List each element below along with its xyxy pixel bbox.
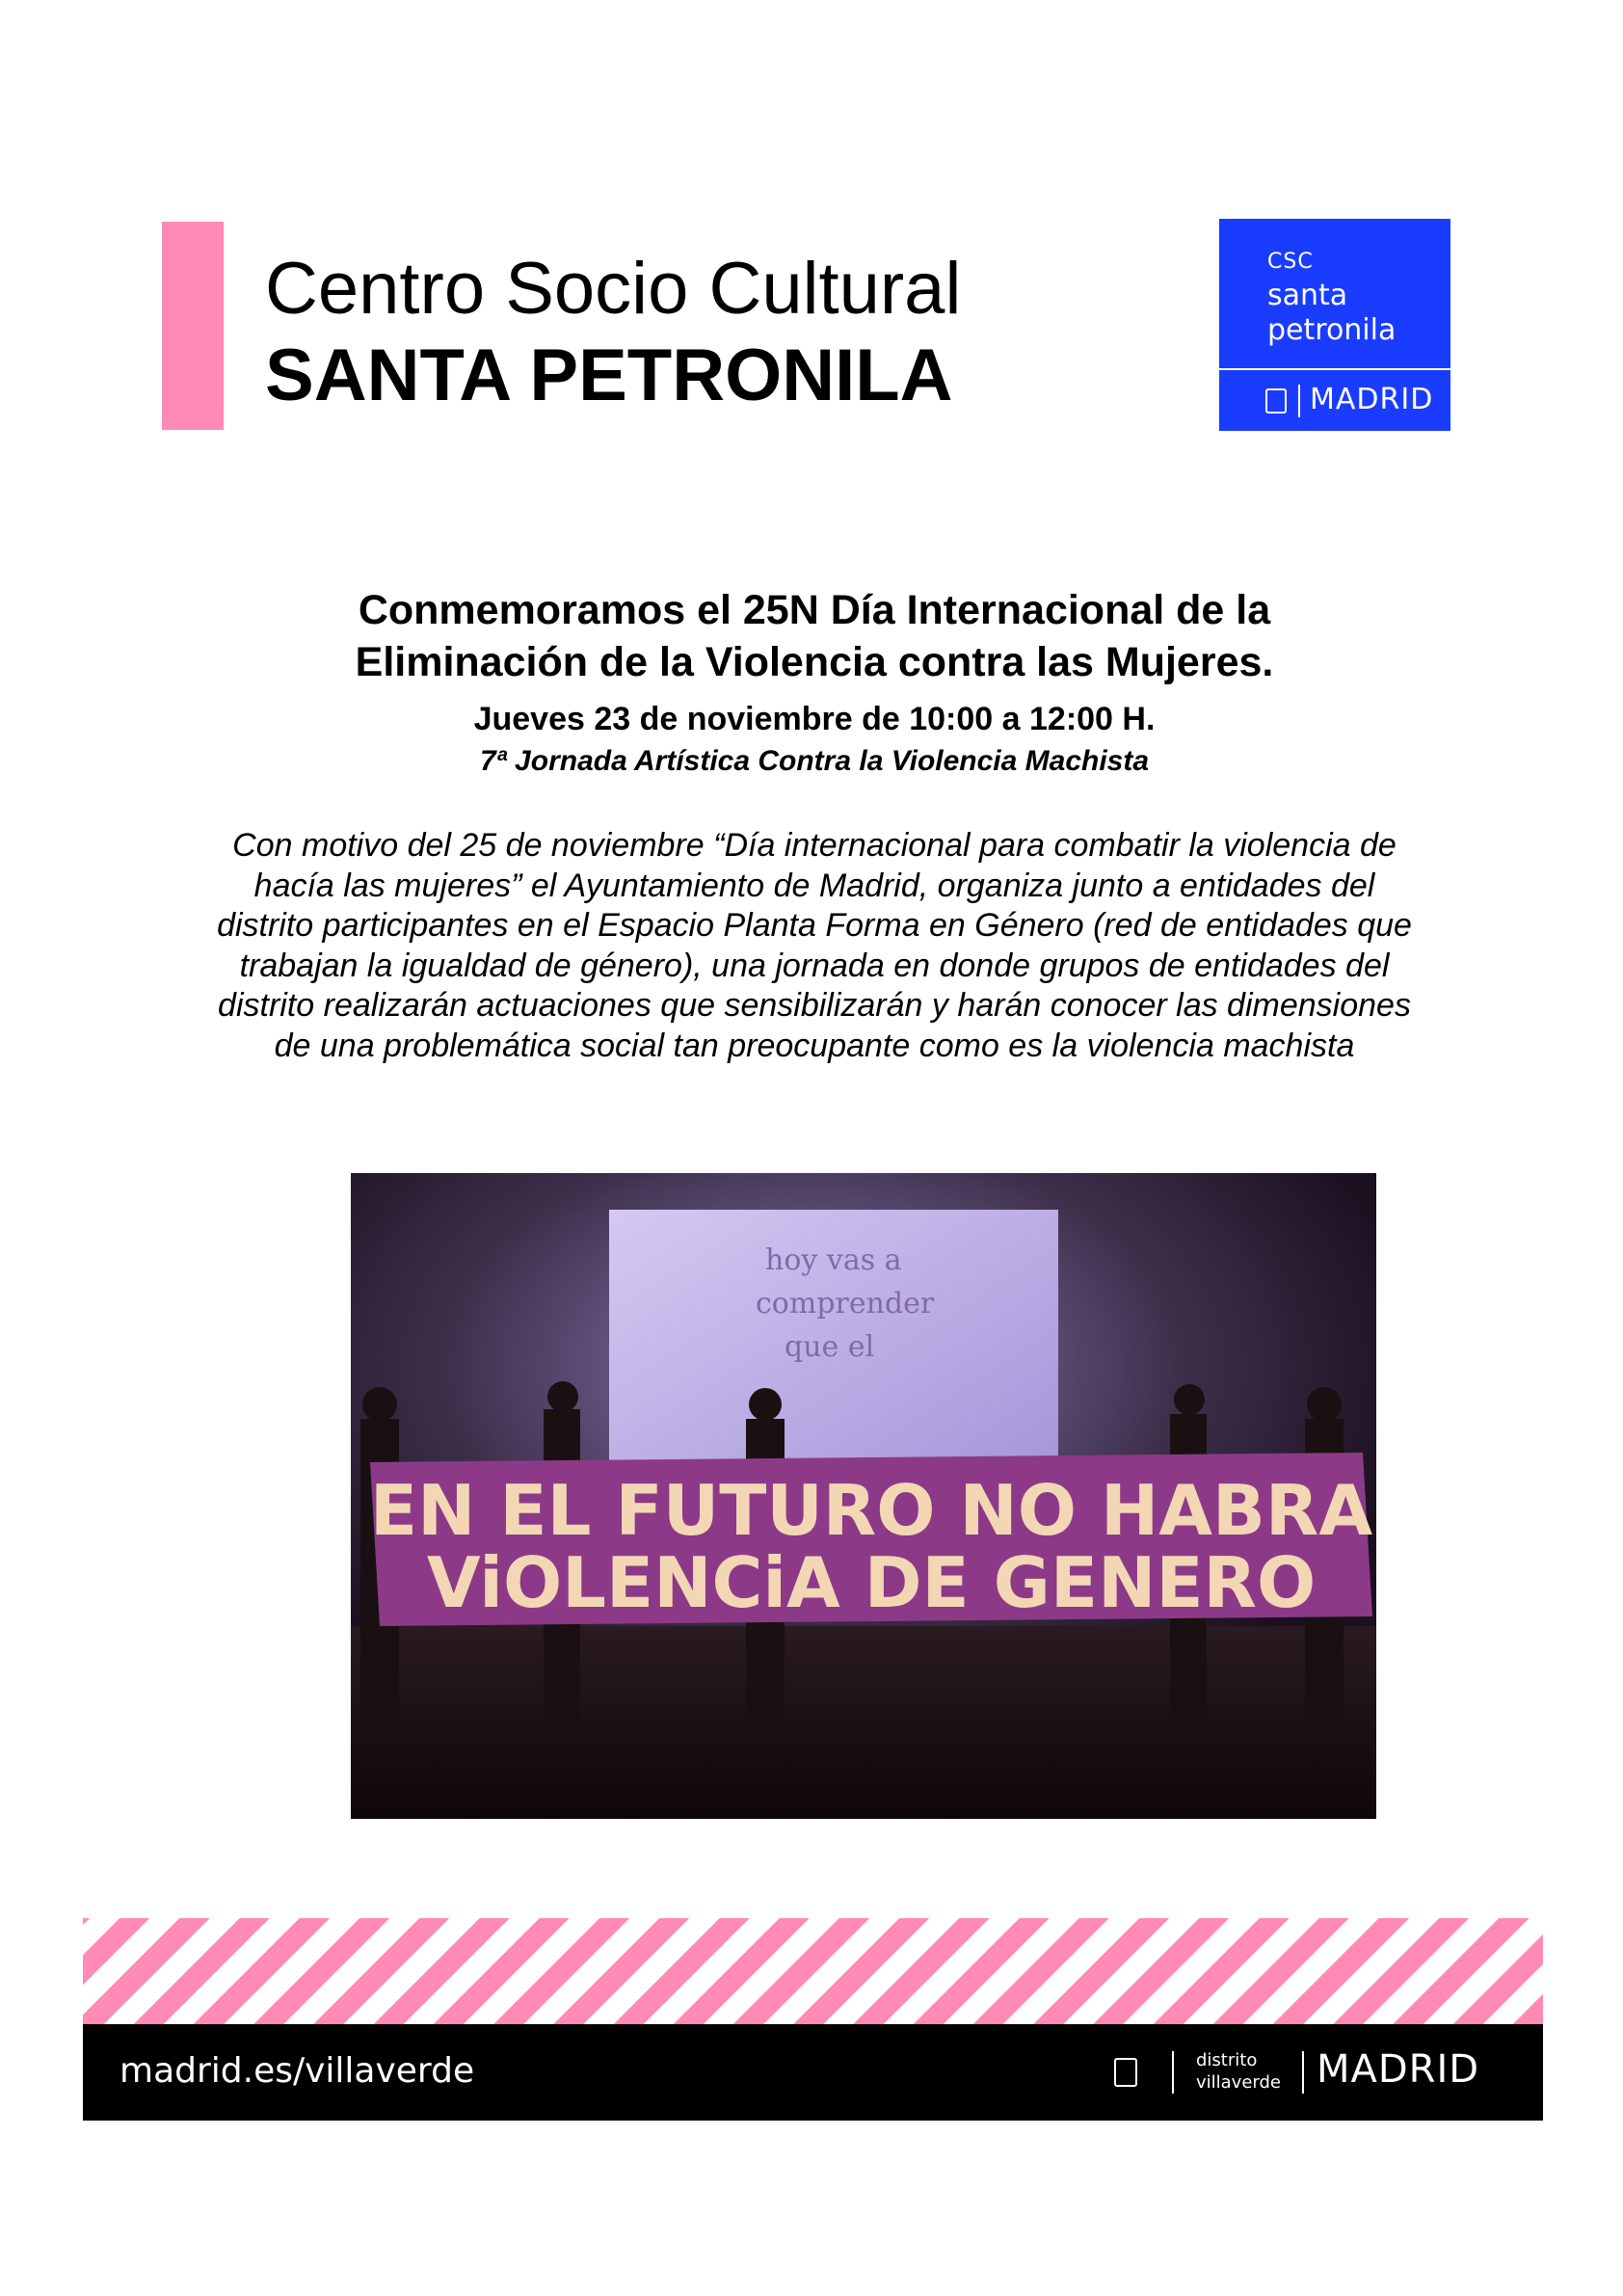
footer-district-line1: distrito — [1196, 2050, 1258, 2070]
footer-district — [1196, 2049, 1281, 2094]
footer-city: MADRID — [1317, 2047, 1480, 2092]
center-title-line1: Centro Socio Cultural — [265, 248, 962, 330]
center-title — [265, 246, 961, 419]
footer-district-line2: villaverde — [1196, 2072, 1281, 2093]
madrid-crest-icon — [1265, 388, 1287, 414]
footer-divider — [1302, 2051, 1304, 2094]
logo-city: MADRID — [1310, 383, 1434, 416]
screen-text-line2: comprender — [756, 1287, 935, 1321]
banner-text-line1: EN EL FUTURO NO HABRA — [369, 1470, 1373, 1551]
screen-text-line1: hoy vas a — [765, 1243, 902, 1277]
logo-separator — [1219, 368, 1450, 370]
screen-text-line3: que el — [785, 1330, 875, 1364]
footer-url: madrid.es/villaverde — [120, 2051, 475, 2091]
madrid-crest-icon — [1114, 2058, 1137, 2087]
banner-text-line2: ViOLENCiA DE GENERO — [426, 1542, 1317, 1623]
event-dateline: Jueves 23 de noviembre de 10:00 a 12:00 H. — [473, 701, 1156, 737]
event-description: Con motivo del 25 de noviembre “Día internacional para combatir la violencia de hacía las mujeres” el Ayuntamiento de Madrid, organiza junto a entidades del distrito participantes en el Espacio Planta Forma en Género (red de entidades que trabajan la igualdad de género), una jornada en donde grupos de entidades del distrito realizarán actuaciones que sensibilizarán y harán conocer las dimensiones de una problemática social tan preocupante como es la violencia machista — [217, 827, 1412, 1064]
csc-santa-petronila-logo — [1219, 219, 1450, 431]
footer-bar — [83, 2024, 1543, 2121]
pink-accent-bar — [162, 222, 224, 430]
event-subtitle: 7ª Jornada Artística Contra la Violencia Machista — [479, 745, 1150, 777]
logo-divider — [1298, 385, 1300, 417]
event-photo — [351, 1173, 1376, 1819]
center-title-line2: SANTA PETRONILA — [265, 334, 953, 416]
event-heading-line2: Eliminación de la Violencia contra las Mujeres. — [355, 639, 1274, 685]
logo-name-line2: petronila — [1267, 313, 1397, 347]
footer-divider — [1172, 2051, 1174, 2094]
event-heading-line1: Conmemoramos el 25N Día Internacional de la — [358, 587, 1271, 633]
logo-name-line1: santa — [1267, 279, 1348, 312]
logo-abbr: CSC — [1267, 250, 1314, 274]
event-heading — [164, 584, 1465, 688]
decorative-stripes — [83, 1918, 1543, 2024]
